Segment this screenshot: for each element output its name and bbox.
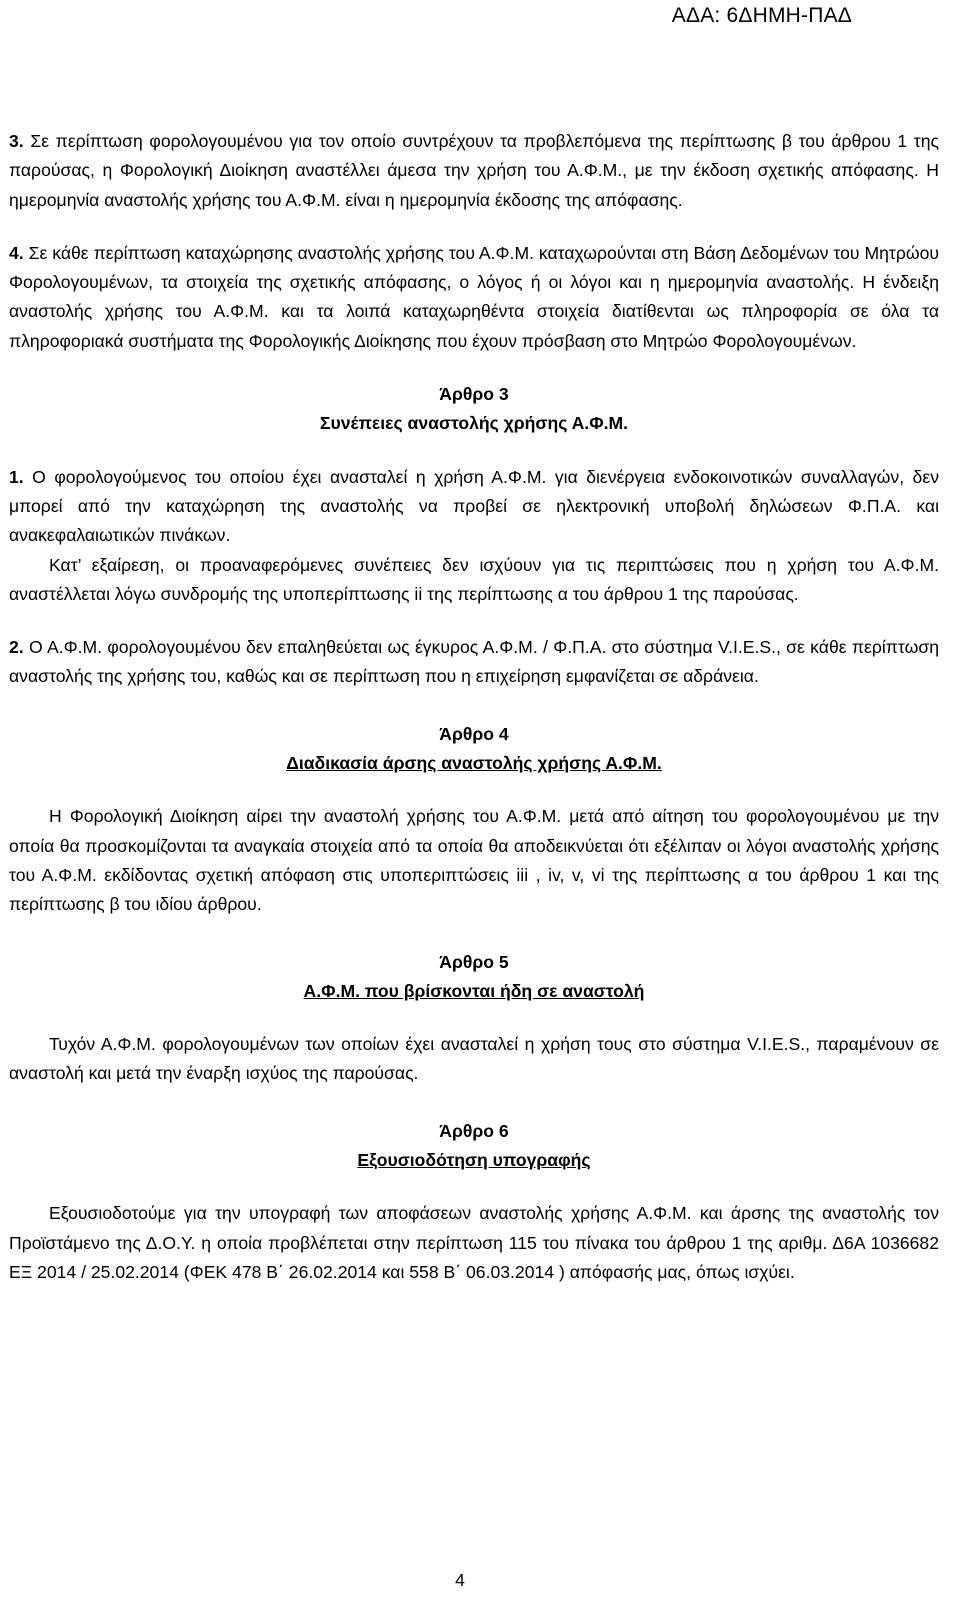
article-4-subtitle: Διαδικασία άρσης αναστολής χρήσης Α.Φ.Μ.: [286, 753, 662, 774]
paragraph-number: 4.: [9, 242, 24, 263]
ada-code: ΑΔΑ: 6ΔΗΜΗ-ΠΑΔ: [671, 4, 852, 27]
page-number: 4: [455, 1570, 465, 1590]
paragraph-number: 2.: [9, 637, 24, 658]
article-4-title: Άρθρο 4: [439, 723, 509, 744]
article-4-text: Η Φορολογική Διοίκηση αίρει την αναστολή χρήσης του Α.Φ.Μ. μετά από αίτηση του φορολογουμένου με την οποία θα προσκομίζονται τα αναγκαία στοιχεία από τα οποία θα αποδεικνύεται ότι εξέλιπαν οι λόγοι αναστολής χρήσης του Α.Φ.Μ. εκδίδοντας σχετική απόφαση στις υποπεριπτώσεις iii , iv, v, vi της περίπτωσης α του άρθρου 1 και της περίπτωσης β του ιδίου άρθρου.: [9, 806, 939, 915]
article-5-subtitle: Α.Φ.Μ. που βρίσκονται ήδη σε αναστολή: [303, 980, 645, 1001]
paragraph-text: Ο Α.Φ.Μ. φορολογουμένου δεν επαληθεύεται ως έγκυρος Α.Φ.Μ. / Φ.Π.Α. στο σύστημα V.I.E.S., σε κάθε περίπτωση αναστολής της χρήσης του, καθώς και σε περίπτωση που η επιχείρηση εμφανίζεται σε αδράνεια.: [9, 637, 939, 687]
paragraph-number: 1.: [9, 466, 24, 487]
article-6-text: Εξουσιοδοτούμε για την υπογραφή των αποφάσεων αναστολής χρήσης Α.Φ.Μ. και άρσης της αναστολής τον Προϊστάμενο της Δ.Ο.Υ. η οποία προβλέπεται στην περίπτωση 115 του πίνακα του άρθρου 1 της αριθμ. Δ6Α 1036682 ΕΞ 2014 / 25.02.2014 (ΦΕΚ 478 Β΄ 26.02.2014 και 558 Β΄ 06.03.2014 ) απόφασής μας, όπως ισχύει.: [9, 1203, 939, 1282]
paragraph-text: Σε κάθε περίπτωση καταχώρησης αναστολής χρήσης του Α.Φ.Μ. καταχωρούνται στη Βάση Δεδομένων του Μητρώου Φορολογουμένων, τα στοιχεία της σχετικής απόφασης, ο λόγος ή οι λόγοι και η ημερομηνία αναστολής. Η ένδειξη αναστολής χρήσης του Α.Φ.Μ. και τα λοιπά καταχωρηθέντα στοιχεία διατίθενται ως πληροφορία σε όλα τα πληροφοριακά συστήματα της Φορολογικής Διοίκησης που έχουν πρόσβαση στο Μητρώο Φορολογουμένων.: [9, 242, 939, 351]
paragraph-text: Σε περίπτωση φορολογουμένου για τον οποίο συντρέχουν τα προβλεπόμενα της περίπτωσης β του άρθρου 1 της παρούσας, η Φορολογική Διοίκηση αναστέλλει άμεσα την χρήση του Α.Φ.Μ., με την έκδοση σχετικής απόφασης. Η ημερομηνία αναστολής χρήσης του Α.Φ.Μ. είναι η ημερομηνία έκδοσης της απόφασης.: [9, 131, 939, 210]
article-5-title: Άρθρο 5: [439, 951, 509, 972]
article-5-text: Τυχόν Α.Φ.Μ. φορολογουμένων των οποίων έχει ανασταλεί η χρήση τους στο σύστημα V.I.E.S., παραμένουν σε αναστολή και μετά την έναρξη ισχύος της παρούσας.: [9, 1034, 939, 1084]
article-3-paragraph-2: [9, 633, 939, 692]
article-3-subtitle: Συνέπειες αναστολής χρήσης Α.Φ.Μ.: [319, 413, 629, 434]
article-6-subtitle: Εξουσιοδότηση υπογραφής: [357, 1150, 591, 1171]
article-6-title: Άρθρο 6: [439, 1120, 509, 1141]
article-3-paragraph-1b: Κατ’ εξαίρεση, οι προαναφερόμενες συνέπειες δεν ισχύουν για τις περιπτώσεις που η χρήση του Α.Φ.Μ. αναστέλλεται λόγω συνδρομής της υποπερίπτωσης ii της περίπτωσης α του άρθρου 1 της παρούσας.: [9, 554, 939, 604]
paragraph-4: [9, 239, 939, 356]
paragraph-text: Ο φορολογούμενος του οποίου έχει ανασταλεί η χρήση Α.Φ.Μ. για διενέργεια ενδοκοινοτικών συναλλαγών, δεν μπορεί από την καταχώρηση της αναστολής να προβεί σε ηλεκτρονική υποβολή δηλώσεων Φ.Π.Α. και ανακεφαλαιωτικών πινάκων.: [9, 466, 939, 546]
paragraph-number: 3.: [9, 131, 24, 151]
article-3-title: Άρθρο 3: [439, 384, 509, 405]
document-body: [9, 127, 939, 1287]
article-3-paragraph-1: [9, 463, 939, 551]
paragraph-3: [9, 127, 939, 215]
